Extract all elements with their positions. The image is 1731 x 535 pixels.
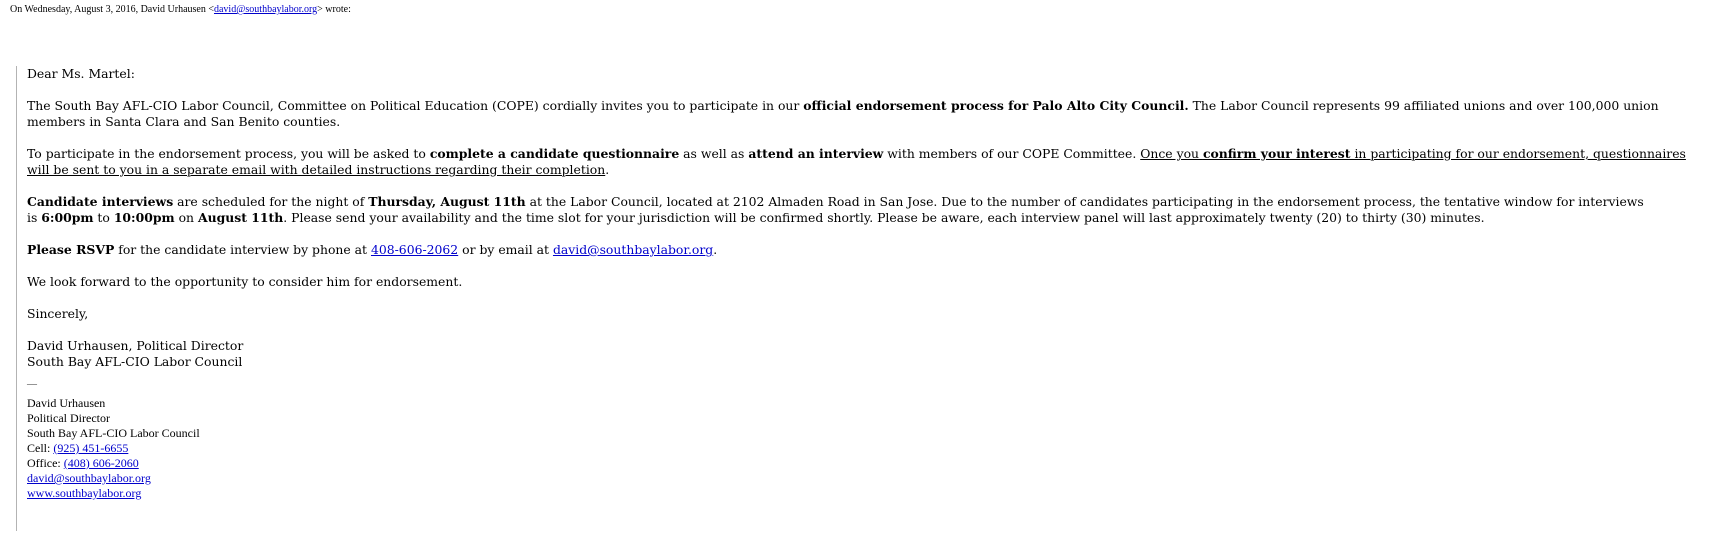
p4-text-d: .: [713, 242, 718, 257]
p3-text-d: at the Labor Council, located at 2102 Almaden Road in San Jose. Due to the number of candidates participating in the endorsement process, the tentative window for interviews: [525, 194, 1644, 209]
p1-text-c: The Labor Council represents 99 affiliated unions and over 100,000 union members in Santa Clara and San Benito counties.: [27, 98, 1659, 129]
p3-text-i: on: [174, 210, 198, 225]
p1-text-a: The South Bay AFL-CIO Labor Council, Committee on Political Education (COPE) cordially invites you to participate in our: [27, 98, 804, 113]
rsvp-phone-link[interactable]: 408-606-2062: [370, 242, 459, 257]
p4-text-c: or by email at: [458, 242, 553, 257]
signature-website: [27, 486, 1707, 501]
p3-bold-start-time: 6:00pm: [41, 210, 94, 225]
p4-text-b: for the candidate interview by phone at: [114, 242, 371, 257]
p1-bold-endorsement: official endorsement process for Palo Alto City Council.: [803, 98, 1189, 113]
signer-line-2: South Bay AFL-CIO Labor Council: [27, 354, 243, 369]
office-label: Office:: [27, 456, 64, 470]
attribution-email-link[interactable]: david@southbaylabor.org: [213, 4, 318, 15]
p3-text-b: are scheduled for the night of: [173, 194, 369, 209]
signature-cell: [27, 441, 1707, 456]
attribution-prefix: On Wednesday, August 3, 2016, David Urhausen <: [10, 4, 214, 15]
message-body: [27, 66, 1707, 370]
p3-bold-date2: August 11th: [197, 210, 284, 225]
cell-label: Cell:: [27, 441, 54, 455]
cell-phone-link[interactable]: (925) 451-6655: [53, 441, 129, 455]
paragraph-rsvp: [27, 242, 1707, 258]
closing: Sincerely,: [27, 306, 89, 321]
p2-text-e: with members of our COPE Committee.: [883, 146, 1141, 161]
paragraph-interviews: [27, 194, 1707, 226]
p2-bold-interview: attend an interview: [748, 146, 884, 161]
signature-email-link[interactable]: david@southbaylabor.org: [27, 471, 151, 485]
paragraph-invitation: [27, 98, 1707, 130]
signature-office: [27, 456, 1707, 471]
p2-text-a: To participate in the endorsement process, you will be asked to: [27, 146, 430, 161]
rsvp-email-link[interactable]: david@southbaylabor.org: [552, 242, 714, 257]
paragraph-process: [27, 146, 1707, 178]
p4-bold-rsvp: Please RSVP: [27, 242, 115, 257]
p2-text-h: in participating for our endorsement, questionnaires will be sent to you in a separate email with detailed instructions regarding their completion: [27, 146, 1686, 177]
p3-text-g: to: [93, 210, 114, 225]
signature-separator: —: [27, 379, 37, 390]
p3-bold-date: Thursday, August 11th: [368, 194, 526, 209]
p2-bold-questionnaire: complete a candidate questionnaire: [429, 146, 680, 161]
website-link[interactable]: www.southbaylabor.org: [27, 486, 142, 500]
quoted-message: [16, 66, 1707, 531]
office-phone-link[interactable]: (408) 606-2060: [63, 456, 139, 470]
greeting: Dear Ms. Martel:: [27, 66, 135, 81]
signature-email: [27, 471, 1707, 486]
signer-line-1: David Urhausen, Political Director: [27, 338, 244, 353]
p2-text-f: Once you: [1140, 146, 1203, 161]
attribution-suffix: > wrote:: [317, 4, 351, 15]
p2-text-c: as well as: [679, 146, 749, 161]
p2-bold-confirm: confirm your interest: [1202, 146, 1351, 161]
signature-name: David Urhausen: [27, 396, 106, 410]
quote-attribution: [10, 4, 351, 16]
p3-bold-candidate-interviews: Candidate interviews: [27, 194, 174, 209]
p3-text-k: . Please send your availability and the time slot for your jurisdiction will be confirmed shortly. Please be aware, each interview panel will last approximately twenty (20) to thirty (30) minutes.: [283, 210, 1485, 225]
signature-title: Political Director: [27, 411, 110, 425]
p3-bold-end-time: 10:00pm: [113, 210, 175, 225]
email-signature: [27, 380, 1707, 501]
p2-text-i: .: [605, 162, 610, 177]
paragraph-closing-remark: We look forward to the opportunity to consider him for endorsement.: [27, 274, 463, 289]
signature-org: South Bay AFL-CIO Labor Council: [27, 426, 200, 440]
p3-text-e: is: [27, 210, 42, 225]
